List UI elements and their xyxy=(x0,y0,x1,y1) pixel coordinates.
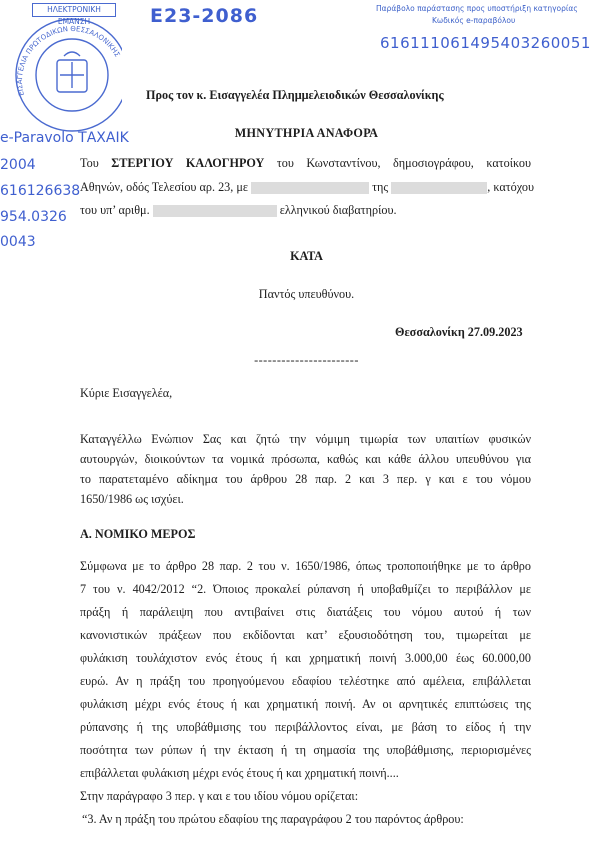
complainant-line1-b: του Κωνσταντίνου, δημοσιογράφου, κατοίκου xyxy=(276,156,532,170)
complainant-line2-c: , κατόχου xyxy=(487,180,535,194)
redacted-field xyxy=(251,182,369,194)
body-line: 7 του ν. 4042/2012 “2. Όποιος προκαλεί ρύπανση ή υποβαθμίζει το περιβάλλον με xyxy=(80,582,531,596)
body-line: “3. Αν η πράξη του πρώτου εδαφίου της παραγράφου 2 του παρόντος άρθρου: xyxy=(82,812,464,826)
complainant-line2-a: Αθηνών, οδός Τελεσίου αρ. 23, με xyxy=(80,180,248,194)
handwritten-margin-line: 616126638 xyxy=(0,183,81,199)
intro-line: Καταγγέλλω Ενώπιον Σας και ζητώ την νόμιμη τιμωρία των υπαιτίων φυσικών xyxy=(80,432,531,446)
redacted-field xyxy=(153,205,277,217)
body-line: Σύμφωνα με το άρθρο 28 παρ. 2 του ν. 1650/1986, όπως τροποποιήθηκε με το άρθρο xyxy=(80,559,531,573)
body-line: ρύπανσης ή της υποβάθμισης του περιβάλλοντος είναι, με βάση το είδος ή την xyxy=(80,720,531,734)
handwritten-margin-line: 2004 xyxy=(0,157,36,173)
complainant-line1-a: Του xyxy=(80,156,99,170)
stamp-ring-text: ΕΙΣΑΓΓΕΛΙΑ ΠΡΩΤΟΔΙΚΩΝ ΘΕΣΣΑΛΟΝΙΚΗΣ xyxy=(15,24,122,97)
place-date: Θεσσαλονίκη 27.09.2023 xyxy=(395,325,523,339)
complainant-name: ΣΤΕΡΓΙΟΥ ΚΑΛΟΓΗΡΟΥ xyxy=(111,156,265,170)
body-line: πράξη ή παράλειψη που αντιβαίνει στις διατάξεις του νόμου αυτού ή των xyxy=(80,605,531,619)
payment-header-line2: Κωδικός e-παραβόλου xyxy=(432,16,516,25)
body-line: κανονιστικών πράξεων που εκδίδονται κατ’ εξουσιοδότηση του, τιμωρείται με xyxy=(80,628,531,642)
body-line: ποσότητα των ρύπων ή την έκταση ή τη σημασία της υποβάθμισης, περιορισμένες xyxy=(80,743,531,757)
handwritten-case-number: E23-2086 xyxy=(150,5,259,27)
body-line: φυλάκιση μέχρι ενός έτους ή και χρηματική ποινή. Αν οι αρνητικές επιπτώσεις της xyxy=(80,697,531,711)
body-line: επιβάλλεται φυλάκιση μέχρι ενός έτους ή και χρηματική ποινή.... xyxy=(80,766,399,780)
body-line: ευρώ. Αν η πράξη του προηγούμενου εδαφίου τελέστηκε από αμέλεια, επιβάλλεται xyxy=(80,674,531,688)
separator: ----------------------- xyxy=(254,353,359,367)
intro-line: το παρατεταμένο αδίκημα του άρθρου 28 παρ. 2 και 3 περ. γ και ε του νόμου xyxy=(80,472,531,486)
body-line: φυλάκιση τουλάχιστον ενός έτους ή και χρηματική ποινή 3.000,00 έως 60.000,00 xyxy=(80,651,531,665)
redacted-field xyxy=(391,182,487,194)
section-heading: Α. ΝΟΜΙΚΟ ΜΕΡΟΣ xyxy=(80,527,196,541)
salutation: Κύριε Εισαγγελέα, xyxy=(80,386,173,400)
complainant-line-1 xyxy=(80,156,531,170)
handwritten-payment-code: 616111061495403260051 xyxy=(380,34,591,52)
complainant-line-3 xyxy=(80,203,397,217)
handwritten-margin-line: 954.0326 xyxy=(0,209,67,225)
body-line: Στην παράγραφο 3 περ. γ και ε του ιδίου νόμου ορίζεται: xyxy=(80,789,359,803)
against-text: Παντός υπευθύνου. xyxy=(258,287,355,301)
intro-line: αυτουργών, διοικούντων τα νομικά πρόσωπα, καθώς και κάθε άλλου υπευθύνου για xyxy=(80,452,531,466)
handwritten-margin-line: e-Paravolo ΤΑΧΑΙΚ xyxy=(0,130,129,146)
complainant-line2-b: της xyxy=(372,180,389,194)
payment-header-line1: Παράβολο παράστασης προς υποστήριξη κατηγορίας xyxy=(376,4,578,13)
intro-line: 1650/1986 ως ισχύει. xyxy=(80,492,184,506)
handwritten-margin-line: 0043 xyxy=(0,234,36,250)
document-title: ΜΗΝΥΤΗΡΙΑ ΑΝΑΦΟΡΑ xyxy=(234,126,379,140)
addressee: Προς τον κ. Εισαγγελέα Πλημμελειοδικών Θεσσαλονίκης xyxy=(146,88,444,102)
complainant-line3-a: του υπ’ αριθμ. xyxy=(80,203,150,217)
stamp-top-text: ΗΛΕΚΤΡΟΝΙΚΗ ΕΜΑΝΣΗ xyxy=(32,3,116,17)
complainant-line3-b: ελληνικού διαβατηρίου. xyxy=(279,203,397,217)
against-title: ΚΑΤΑ xyxy=(290,249,323,263)
complainant-line-2 xyxy=(80,180,535,194)
